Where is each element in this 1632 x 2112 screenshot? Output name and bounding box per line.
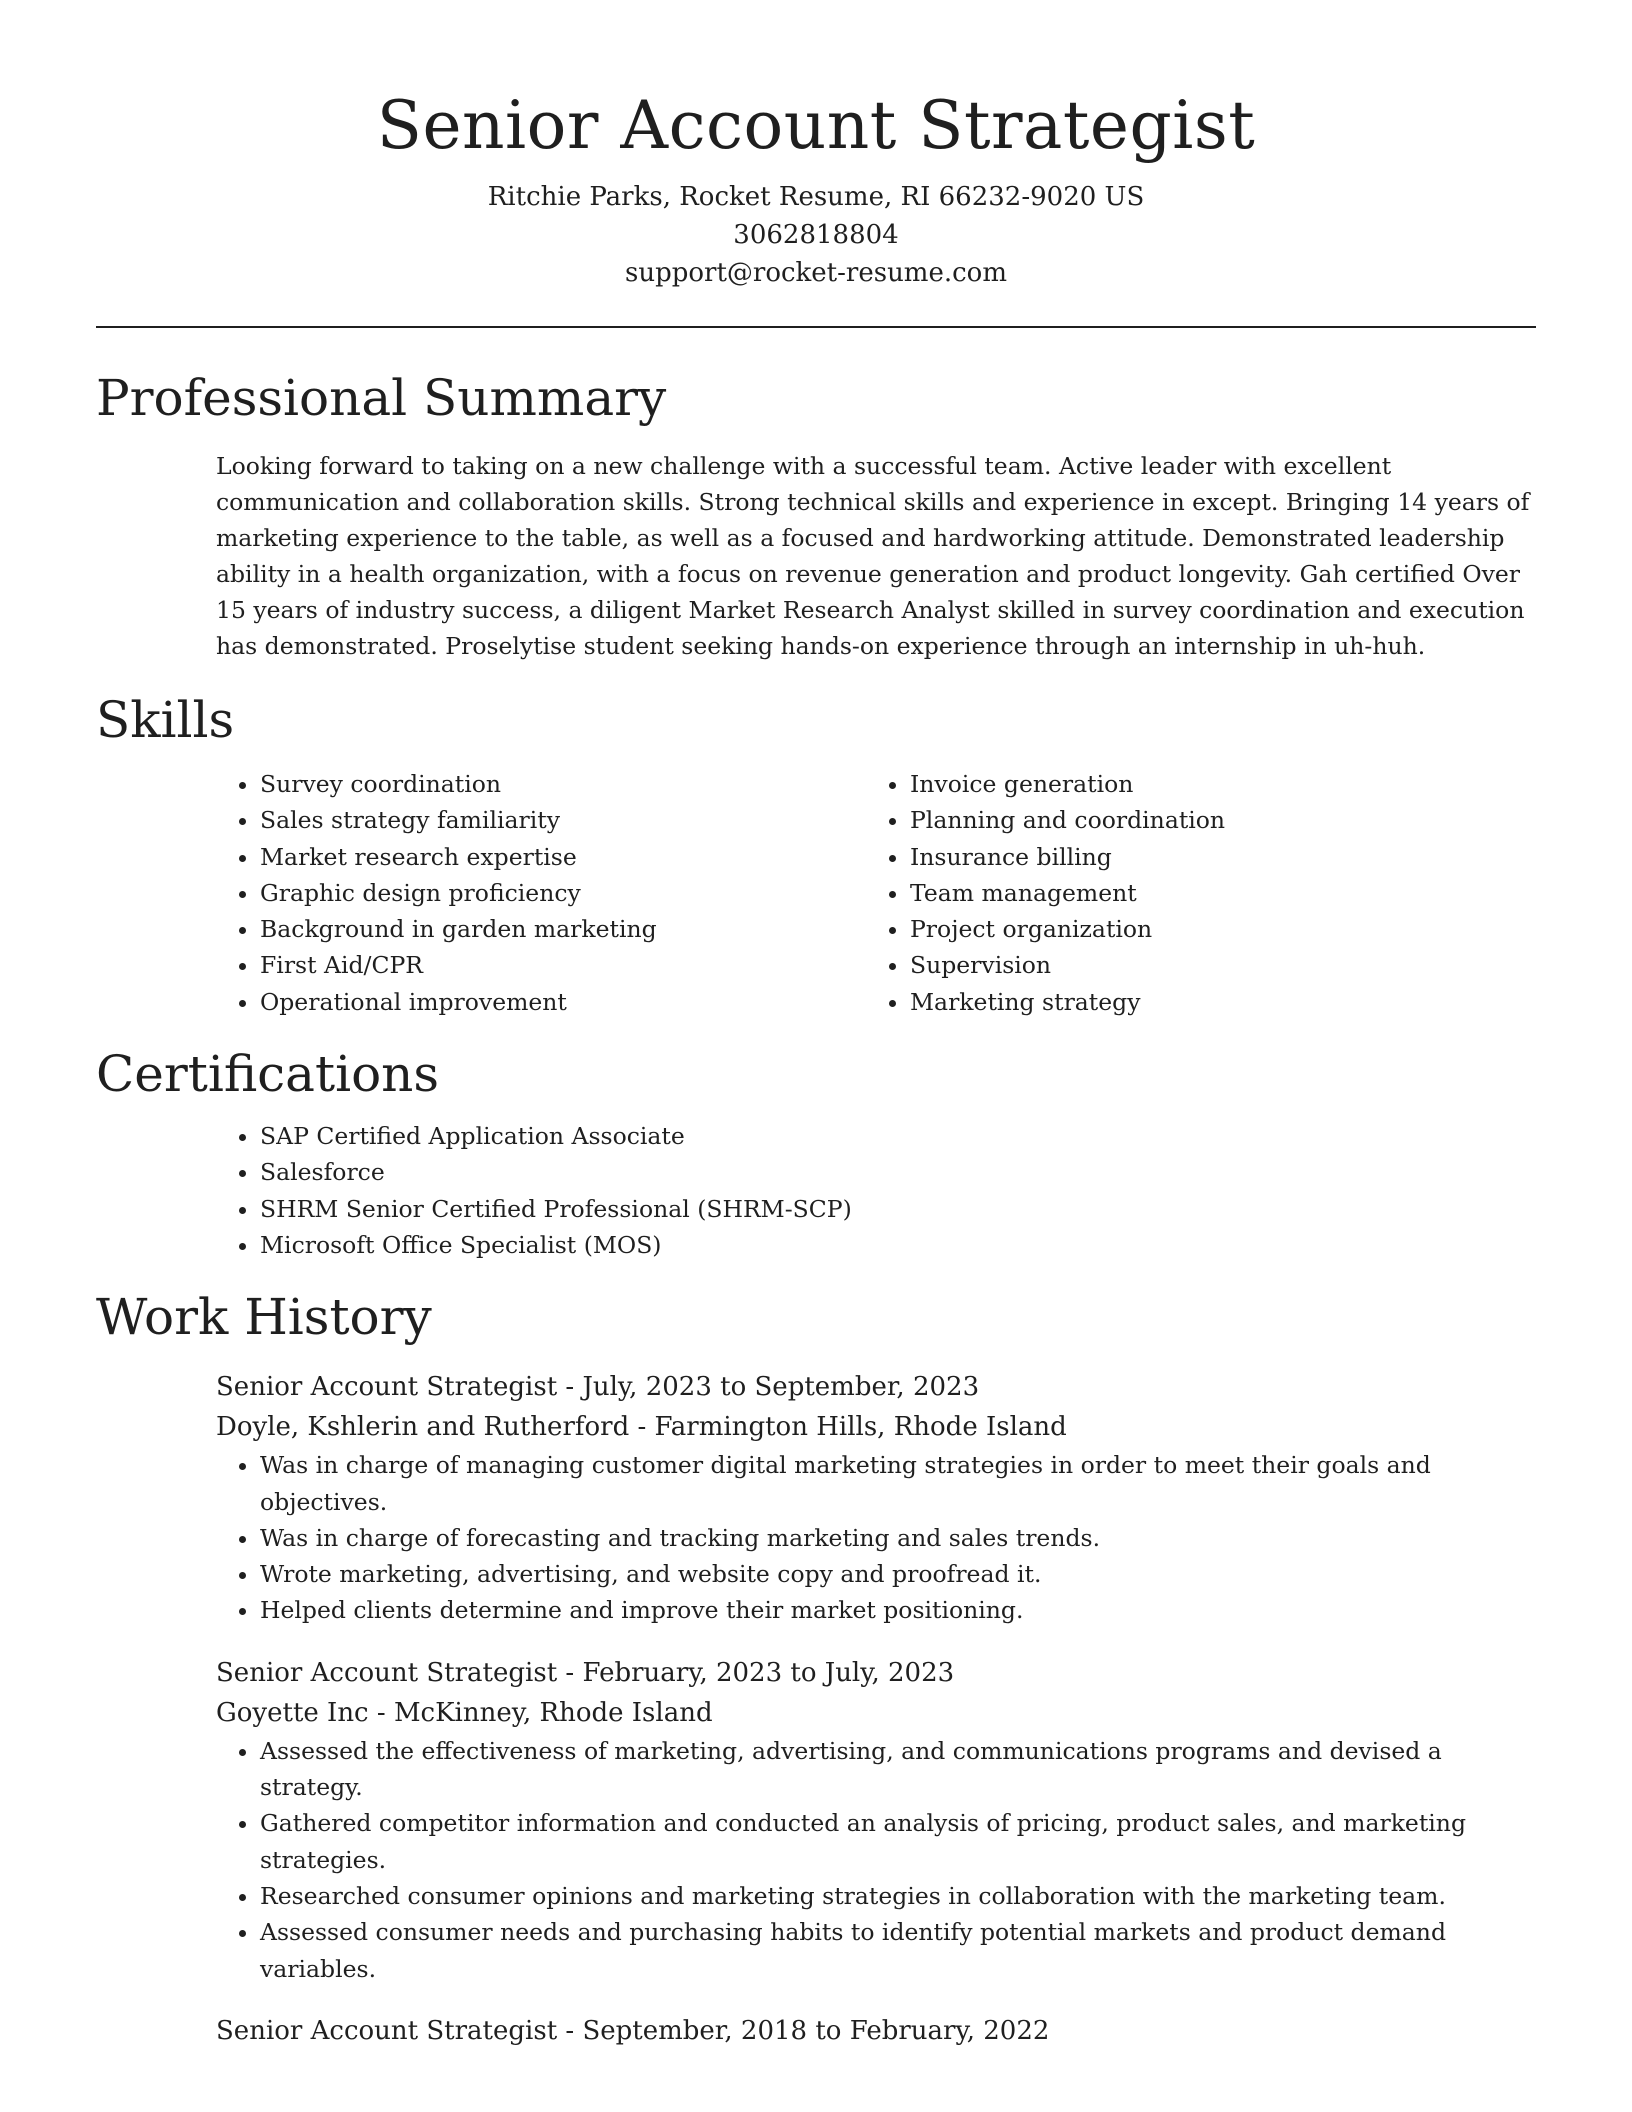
work-history-heading: Work History [96, 1288, 432, 1347]
job-bullet: • Was in charge of managing customer digital marketing strategies in order to meet their goals and objectives. [260, 1447, 1536, 1520]
job-entry [216, 1653, 1536, 1987]
job-bullet: • Wrote marketing, advertising, and website copy and proofread it. [260, 1556, 1536, 1592]
certification-item: • Microsoft Office Specialist (MOS) [260, 1227, 1536, 1263]
job-title-line: Senior Account Strategist - February, 2023 to July, 2023 [216, 1657, 955, 1688]
skill-item: • Project organization [910, 911, 1516, 947]
contact-email: support@rocket-resume.com [624, 258, 1007, 288]
resume-header [96, 0, 1536, 292]
resume-page [96, 0, 1536, 2051]
job-bullet: • Researched consumer opinions and marketing strategies in collaboration with the marketing team. [260, 1878, 1536, 1914]
summary-heading: Professional Summary [96, 369, 667, 427]
skill-item: • Market research expertise [260, 839, 866, 875]
skill-item: • Sales strategy familiarity [260, 802, 866, 838]
skill-item: • Team management [910, 875, 1516, 911]
certifications-block [216, 1118, 1536, 1263]
contact-phone: 3062818804 [733, 220, 899, 250]
certification-item: • SAP Certified Application Associate [260, 1118, 1536, 1154]
job-title-line: Senior Account Strategist - July, 2023 to September, 2023 [216, 1372, 980, 1403]
certifications-heading: Certifications [96, 1045, 440, 1104]
job-company-line: Doyle, Kshlerin and Rutherford - Farmington Hills, Rhode Island [216, 1412, 1067, 1443]
skill-item: • First Aid/CPR [260, 947, 866, 983]
skill-item: • Graphic design proficiency [260, 875, 866, 911]
job-bullet: • Assessed consumer needs and purchasing habits to identify potential markets and product demand variables. [260, 1914, 1536, 1987]
contact-block [96, 178, 1536, 292]
skill-item: • Planning and coordination [910, 802, 1516, 838]
skill-item: • Supervision [910, 947, 1516, 983]
skill-item: • Marketing strategy [910, 984, 1516, 1020]
skills-column-right [866, 766, 1516, 1020]
skills-list-left [216, 766, 866, 1020]
skills-list-right [866, 766, 1516, 1020]
job-bullet: • Helped clients determine and improve their market positioning. [260, 1592, 1536, 1628]
job-bullet: • Assessed the effectiveness of marketing, advertising, and communications programs and devised a strategy. [260, 1733, 1536, 1806]
certifications-list [216, 1118, 1536, 1263]
job-title-line: Senior Account Strategist - September, 2018 to February, 2022 [216, 2015, 1050, 2046]
skill-item: • Survey coordination [260, 766, 866, 802]
candidate-name: Senior Account Strategist [376, 87, 1256, 164]
certification-item: • SHRM Senior Certified Professional (SHRM-SCP) [260, 1191, 1536, 1227]
skill-item: • Insurance billing [910, 839, 1516, 875]
skills-column-left [216, 766, 866, 1020]
job-bullets [216, 1447, 1536, 1628]
certification-item: • Salesforce [260, 1154, 1536, 1190]
job-bullets [216, 1733, 1536, 1987]
skill-item: • Background in garden marketing [260, 911, 866, 947]
job-company-line: Goyette Inc - McKinney, Rhode Island [216, 1697, 713, 1728]
skills-heading: Skills [96, 691, 235, 749]
job-entry [216, 1367, 1536, 1628]
job-entry [216, 2011, 1536, 2051]
skill-item: • Invoice generation [910, 766, 1516, 802]
contact-address: Ritchie Parks, Rocket Resume, RI 66232-9020 US [487, 182, 1145, 212]
job-bullet: • Was in charge of forecasting and tracking marketing and sales trends. [260, 1520, 1536, 1556]
job-bullet: • Gathered competitor information and conducted an analysis of pricing, product sales, and marketing strategies. [260, 1805, 1536, 1878]
skills-columns [216, 766, 1536, 1020]
skill-item: • Operational improvement [260, 984, 866, 1020]
summary-text: Looking forward to taking on a new challenge with a successful team. Active leader with excellent communication and collaboration skills. Strong technical skills and experience in except. Bringing 14 years of marketing experience to the table, as well as a focused and hardworking attitude. Demonstrated leadership ability in a health organization, with a focus on revenue generation and product longevity. Gah certified Over 15 years of industry success, a diligent Market Research Analyst skilled in survey coordination and execution has demonstrated. Proselytise student seeking hands-on experience through an internship in uh-huh. [216, 452, 1530, 660]
header-divider [96, 326, 1536, 328]
